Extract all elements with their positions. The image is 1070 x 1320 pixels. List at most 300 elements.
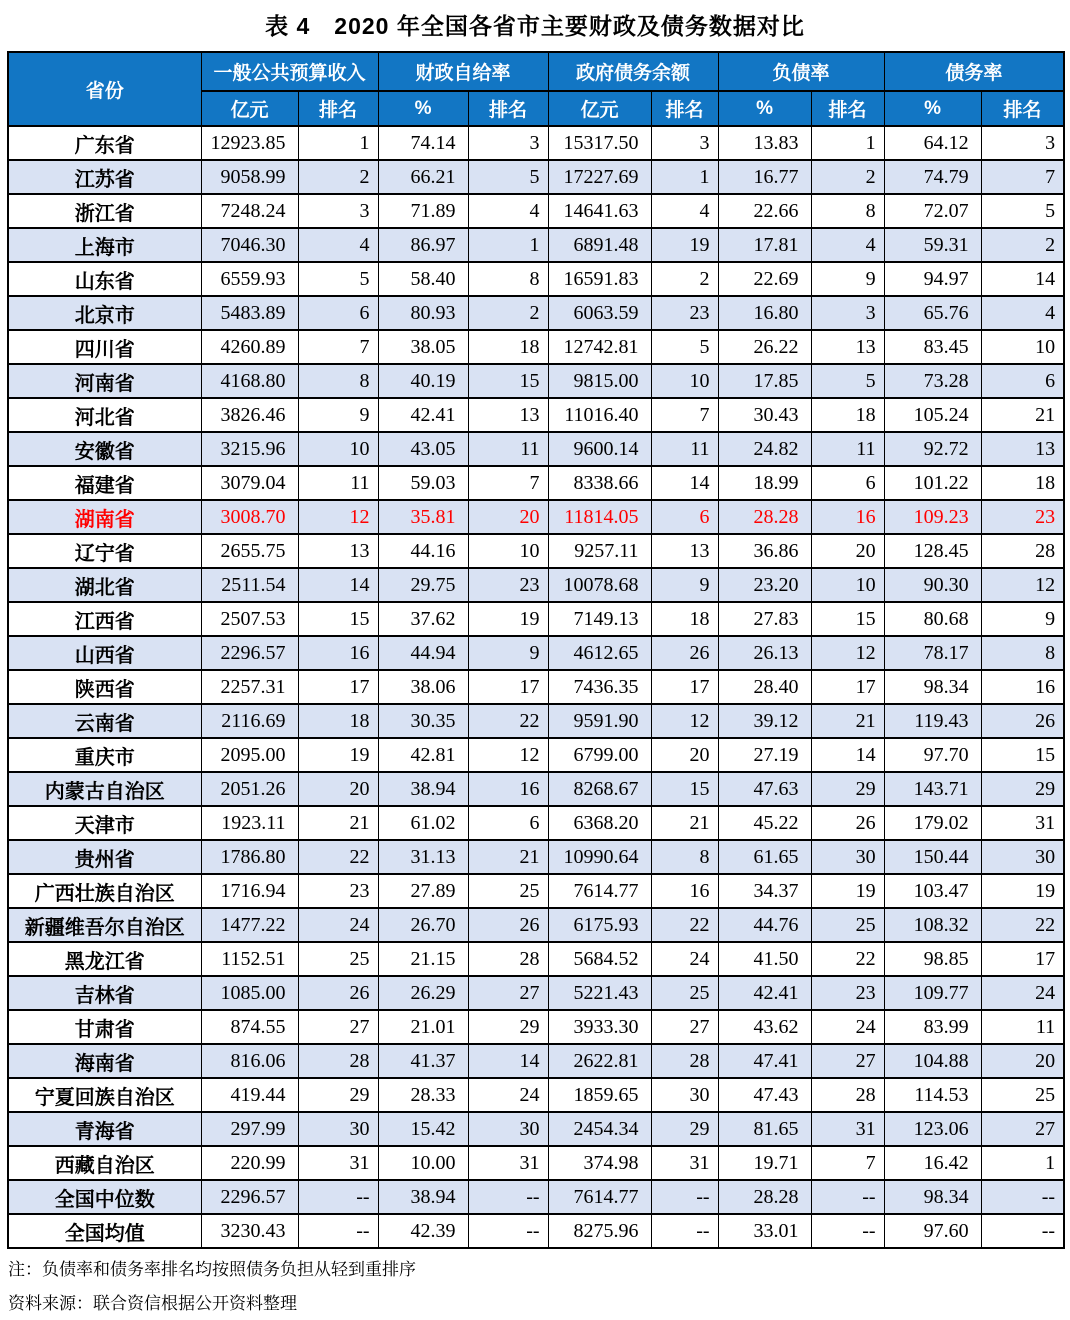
value-cell: 1152.51: [201, 942, 298, 976]
value-cell: 58.40: [378, 262, 468, 296]
value-cell: 74.79: [884, 160, 981, 194]
rank-cell: 23: [298, 874, 378, 908]
value-cell: 114.53: [884, 1078, 981, 1112]
value-cell: 18.99: [718, 466, 811, 500]
table-header: [8, 52, 1064, 126]
rank-cell: 6: [811, 466, 884, 500]
subheader-rank: 排名: [298, 91, 378, 126]
value-cell: 27.83: [718, 602, 811, 636]
rank-cell: 9: [298, 398, 378, 432]
rank-cell: 17: [468, 670, 548, 704]
province-cell: 广东省: [8, 126, 201, 160]
value-cell: 297.99: [201, 1112, 298, 1146]
value-cell: 17.81: [718, 228, 811, 262]
rank-cell: 10: [298, 432, 378, 466]
province-cell: 广西壮族自治区: [8, 874, 201, 908]
value-cell: 8338.66: [548, 466, 651, 500]
rank-cell: 10: [811, 568, 884, 602]
province-cell: 湖南省: [8, 500, 201, 534]
rank-cell: 3: [651, 126, 718, 160]
value-cell: 150.44: [884, 840, 981, 874]
value-cell: 16591.83: [548, 262, 651, 296]
value-cell: 5221.43: [548, 976, 651, 1010]
rank-cell: 20: [981, 1044, 1064, 1078]
table-row: [8, 840, 1064, 874]
value-cell: 47.63: [718, 772, 811, 806]
rank-cell: 17: [981, 942, 1064, 976]
table-row: [8, 262, 1064, 296]
rank-cell: --: [811, 1214, 884, 1248]
rank-cell: 23: [981, 500, 1064, 534]
table-row: [8, 1044, 1064, 1078]
rank-cell: 8: [651, 840, 718, 874]
value-cell: 40.19: [378, 364, 468, 398]
value-cell: 13.83: [718, 126, 811, 160]
province-cell: 上海市: [8, 228, 201, 262]
rank-cell: 17: [651, 670, 718, 704]
rank-cell: 9: [981, 602, 1064, 636]
rank-cell: 30: [811, 840, 884, 874]
value-cell: 43.05: [378, 432, 468, 466]
value-cell: 419.44: [201, 1078, 298, 1112]
rank-cell: 18: [468, 330, 548, 364]
value-cell: 34.37: [718, 874, 811, 908]
province-cell: 江苏省: [8, 160, 201, 194]
rank-cell: 24: [811, 1010, 884, 1044]
province-cell: 江西省: [8, 602, 201, 636]
rank-cell: 7: [981, 160, 1064, 194]
rank-cell: 2: [651, 262, 718, 296]
value-cell: 98.34: [884, 1180, 981, 1214]
subheader-rank: 排名: [811, 91, 884, 126]
value-cell: 4612.65: [548, 636, 651, 670]
rank-cell: 22: [981, 908, 1064, 942]
value-cell: 6368.20: [548, 806, 651, 840]
value-cell: 98.85: [884, 942, 981, 976]
rank-cell: 5: [468, 160, 548, 194]
rank-cell: 3: [981, 126, 1064, 160]
subheader-unit: 亿元: [548, 91, 651, 126]
table-row: [8, 704, 1064, 738]
rank-cell: 17: [811, 670, 884, 704]
rank-cell: 25: [651, 976, 718, 1010]
province-cell: 海南省: [8, 1044, 201, 1078]
rank-cell: 28: [298, 1044, 378, 1078]
value-cell: 44.76: [718, 908, 811, 942]
value-cell: 28.28: [718, 500, 811, 534]
subheader-percent: %: [718, 91, 811, 126]
rank-cell: 26: [981, 704, 1064, 738]
value-cell: 45.22: [718, 806, 811, 840]
province-cell: 山西省: [8, 636, 201, 670]
province-cell: 安徽省: [8, 432, 201, 466]
table-body: [8, 126, 1064, 1248]
rank-cell: 23: [651, 296, 718, 330]
rank-cell: 8: [468, 262, 548, 296]
rank-cell: 9: [468, 636, 548, 670]
header-group-liability-ratio: 负债率: [718, 52, 884, 91]
rank-cell: --: [298, 1214, 378, 1248]
value-cell: 42.81: [378, 738, 468, 772]
rank-cell: 13: [811, 330, 884, 364]
table-row: [8, 398, 1064, 432]
value-cell: 21.15: [378, 942, 468, 976]
value-cell: 8268.67: [548, 772, 651, 806]
rank-cell: 14: [468, 1044, 548, 1078]
rank-cell: 18: [981, 466, 1064, 500]
table-row: [8, 976, 1064, 1010]
rank-cell: 13: [298, 534, 378, 568]
value-cell: 6891.48: [548, 228, 651, 262]
value-cell: 2257.31: [201, 670, 298, 704]
value-cell: 43.62: [718, 1010, 811, 1044]
rank-cell: 8: [981, 636, 1064, 670]
value-cell: 14641.63: [548, 194, 651, 228]
value-cell: 7046.30: [201, 228, 298, 262]
value-cell: 2296.57: [201, 636, 298, 670]
value-cell: 17.85: [718, 364, 811, 398]
value-cell: 38.06: [378, 670, 468, 704]
value-cell: 30.35: [378, 704, 468, 738]
rank-cell: 29: [811, 772, 884, 806]
rank-cell: 9: [811, 262, 884, 296]
value-cell: 44.16: [378, 534, 468, 568]
value-cell: 104.88: [884, 1044, 981, 1078]
table-row: [8, 1214, 1064, 1248]
value-cell: 26.13: [718, 636, 811, 670]
table-title: 表 4 2020 年全国各省市主要财政及债务数据对比: [265, 13, 805, 39]
value-cell: 220.99: [201, 1146, 298, 1180]
value-cell: 3933.30: [548, 1010, 651, 1044]
value-cell: 19.71: [718, 1146, 811, 1180]
rank-cell: 2: [981, 228, 1064, 262]
table-row: [8, 874, 1064, 908]
table-row: [8, 1146, 1064, 1180]
value-cell: 9815.00: [548, 364, 651, 398]
rank-cell: --: [651, 1180, 718, 1214]
value-cell: 2051.26: [201, 772, 298, 806]
value-cell: 66.21: [378, 160, 468, 194]
rank-cell: 11: [811, 432, 884, 466]
rank-cell: 17: [298, 670, 378, 704]
rank-cell: 16: [298, 636, 378, 670]
rank-cell: 31: [468, 1146, 548, 1180]
rank-cell: 5: [981, 194, 1064, 228]
rank-cell: 12: [651, 704, 718, 738]
rank-cell: 31: [981, 806, 1064, 840]
value-cell: 2454.34: [548, 1112, 651, 1146]
rank-cell: 5: [298, 262, 378, 296]
province-cell: 浙江省: [8, 194, 201, 228]
value-cell: 23.20: [718, 568, 811, 602]
rank-cell: 10: [981, 330, 1064, 364]
province-cell: 宁夏回族自治区: [8, 1078, 201, 1112]
province-cell: 河北省: [8, 398, 201, 432]
value-cell: 9058.99: [201, 160, 298, 194]
value-cell: 98.34: [884, 670, 981, 704]
value-cell: 64.12: [884, 126, 981, 160]
rank-cell: 3: [468, 126, 548, 160]
value-cell: 16.77: [718, 160, 811, 194]
province-cell: 青海省: [8, 1112, 201, 1146]
rank-cell: 30: [298, 1112, 378, 1146]
rank-cell: 15: [298, 602, 378, 636]
table-row: [8, 296, 1064, 330]
province-cell: 四川省: [8, 330, 201, 364]
rank-cell: 14: [651, 466, 718, 500]
value-cell: 16.80: [718, 296, 811, 330]
value-cell: 11814.05: [548, 500, 651, 534]
province-cell: 陕西省: [8, 670, 201, 704]
rank-cell: 6: [468, 806, 548, 840]
rank-cell: 1: [651, 160, 718, 194]
value-cell: 10990.64: [548, 840, 651, 874]
rank-cell: 31: [811, 1112, 884, 1146]
value-cell: 47.41: [718, 1044, 811, 1078]
value-cell: 35.81: [378, 500, 468, 534]
value-cell: 4260.89: [201, 330, 298, 364]
value-cell: 2095.00: [201, 738, 298, 772]
rank-cell: 11: [651, 432, 718, 466]
value-cell: 61.65: [718, 840, 811, 874]
value-cell: 105.24: [884, 398, 981, 432]
rank-cell: 25: [468, 874, 548, 908]
value-cell: 6799.00: [548, 738, 651, 772]
value-cell: 30.43: [718, 398, 811, 432]
rank-cell: 5: [811, 364, 884, 398]
province-cell: 内蒙古自治区: [8, 772, 201, 806]
rank-cell: 4: [981, 296, 1064, 330]
rank-cell: 24: [981, 976, 1064, 1010]
value-cell: 1923.11: [201, 806, 298, 840]
value-cell: 65.76: [884, 296, 981, 330]
footnotes: [8, 1255, 1070, 1314]
rank-cell: 31: [651, 1146, 718, 1180]
value-cell: 12923.85: [201, 126, 298, 160]
rank-cell: 21: [298, 806, 378, 840]
value-cell: 47.43: [718, 1078, 811, 1112]
rank-cell: --: [981, 1214, 1064, 1248]
value-cell: 42.41: [378, 398, 468, 432]
rank-cell: 27: [811, 1044, 884, 1078]
value-cell: 21.01: [378, 1010, 468, 1044]
value-cell: 81.65: [718, 1112, 811, 1146]
header-group-self-sufficiency: 财政自给率: [378, 52, 548, 91]
table-row: [8, 126, 1064, 160]
rank-cell: 29: [468, 1010, 548, 1044]
rank-cell: 30: [468, 1112, 548, 1146]
value-cell: 80.93: [378, 296, 468, 330]
rank-cell: 23: [811, 976, 884, 1010]
rank-cell: 20: [468, 500, 548, 534]
value-cell: 97.60: [884, 1214, 981, 1248]
value-cell: 3008.70: [201, 500, 298, 534]
value-cell: 2655.75: [201, 534, 298, 568]
rank-cell: 15: [468, 364, 548, 398]
rank-cell: 27: [651, 1010, 718, 1044]
value-cell: 38.05: [378, 330, 468, 364]
rank-cell: 2: [298, 160, 378, 194]
rank-cell: 28: [468, 942, 548, 976]
rank-cell: 5: [651, 330, 718, 364]
table-row: [8, 160, 1064, 194]
value-cell: 374.98: [548, 1146, 651, 1180]
rank-cell: 26: [811, 806, 884, 840]
rank-cell: --: [651, 1214, 718, 1248]
rank-cell: 10: [468, 534, 548, 568]
province-cell: 全国中位数: [8, 1180, 201, 1214]
rank-cell: 3: [811, 296, 884, 330]
value-cell: 12742.81: [548, 330, 651, 364]
fiscal-debt-table: [7, 51, 1065, 1249]
rank-cell: 6: [651, 500, 718, 534]
province-cell: 山东省: [8, 262, 201, 296]
value-cell: 7614.77: [548, 874, 651, 908]
rank-cell: 7: [651, 398, 718, 432]
rank-cell: 23: [468, 568, 548, 602]
rank-cell: 4: [651, 194, 718, 228]
value-cell: 2296.57: [201, 1180, 298, 1214]
value-cell: 26.29: [378, 976, 468, 1010]
value-cell: 36.86: [718, 534, 811, 568]
value-cell: 2116.69: [201, 704, 298, 738]
value-cell: 10078.68: [548, 568, 651, 602]
rank-cell: 3: [298, 194, 378, 228]
rank-cell: 9: [651, 568, 718, 602]
rank-cell: 18: [811, 398, 884, 432]
rank-cell: 28: [811, 1078, 884, 1112]
value-cell: 3826.46: [201, 398, 298, 432]
rank-cell: 13: [468, 398, 548, 432]
value-cell: 86.97: [378, 228, 468, 262]
rank-cell: 16: [651, 874, 718, 908]
value-cell: 2622.81: [548, 1044, 651, 1078]
table-row: [8, 466, 1064, 500]
rank-cell: 21: [811, 704, 884, 738]
rank-cell: 10: [651, 364, 718, 398]
table-row: [8, 500, 1064, 534]
table-row: [8, 1112, 1064, 1146]
province-cell: 西藏自治区: [8, 1146, 201, 1180]
rank-cell: 19: [298, 738, 378, 772]
value-cell: 29.75: [378, 568, 468, 602]
value-cell: 1716.94: [201, 874, 298, 908]
province-cell: 黑龙江省: [8, 942, 201, 976]
value-cell: 15317.50: [548, 126, 651, 160]
table-row: [8, 194, 1064, 228]
rank-cell: 12: [811, 636, 884, 670]
rank-cell: 14: [981, 262, 1064, 296]
table-row: [8, 1010, 1064, 1044]
rank-cell: 24: [468, 1078, 548, 1112]
rank-cell: 30: [981, 840, 1064, 874]
value-cell: 42.41: [718, 976, 811, 1010]
value-cell: 7248.24: [201, 194, 298, 228]
value-cell: 123.06: [884, 1112, 981, 1146]
header-group-debt-ratio: 债务率: [884, 52, 1064, 91]
table-row: [8, 1078, 1064, 1112]
value-cell: 109.77: [884, 976, 981, 1010]
value-cell: 1859.65: [548, 1078, 651, 1112]
rank-cell: 20: [811, 534, 884, 568]
subheader-rank: 排名: [468, 91, 548, 126]
value-cell: 7436.35: [548, 670, 651, 704]
value-cell: 80.68: [884, 602, 981, 636]
subheader-percent: %: [378, 91, 468, 126]
rank-cell: 16: [981, 670, 1064, 704]
rank-cell: 29: [981, 772, 1064, 806]
value-cell: 59.31: [884, 228, 981, 262]
table-row: [8, 738, 1064, 772]
value-cell: 9600.14: [548, 432, 651, 466]
value-cell: 38.94: [378, 1180, 468, 1214]
value-cell: 1085.00: [201, 976, 298, 1010]
rank-cell: 16: [811, 500, 884, 534]
rank-cell: 2: [811, 160, 884, 194]
value-cell: 6175.93: [548, 908, 651, 942]
value-cell: 103.47: [884, 874, 981, 908]
value-cell: 3215.96: [201, 432, 298, 466]
value-cell: 74.14: [378, 126, 468, 160]
table-row: [8, 228, 1064, 262]
province-cell: 吉林省: [8, 976, 201, 1010]
rank-cell: 19: [468, 602, 548, 636]
value-cell: 179.02: [884, 806, 981, 840]
rank-cell: 31: [298, 1146, 378, 1180]
table-row: [8, 942, 1064, 976]
rank-cell: 29: [651, 1112, 718, 1146]
value-cell: 42.39: [378, 1214, 468, 1248]
value-cell: 128.45: [884, 534, 981, 568]
rank-cell: 13: [981, 432, 1064, 466]
value-cell: 17227.69: [548, 160, 651, 194]
value-cell: 6559.93: [201, 262, 298, 296]
rank-cell: 12: [468, 738, 548, 772]
rank-cell: 25: [298, 942, 378, 976]
value-cell: 22.66: [718, 194, 811, 228]
rank-cell: 27: [468, 976, 548, 1010]
rank-cell: 22: [651, 908, 718, 942]
rank-cell: 26: [298, 976, 378, 1010]
rank-cell: 7: [298, 330, 378, 364]
value-cell: 4168.80: [201, 364, 298, 398]
rank-cell: 13: [651, 534, 718, 568]
rank-cell: --: [468, 1214, 548, 1248]
rank-cell: 4: [298, 228, 378, 262]
rank-cell: --: [811, 1180, 884, 1214]
rank-cell: 15: [811, 602, 884, 636]
rank-cell: 15: [981, 738, 1064, 772]
value-cell: 6063.59: [548, 296, 651, 330]
note-line: 资料来源：联合资信根据公开资料整理: [8, 1294, 297, 1313]
province-cell: 全国均值: [8, 1214, 201, 1248]
table-row: [8, 330, 1064, 364]
table-row: [8, 364, 1064, 398]
rank-cell: 1: [811, 126, 884, 160]
rank-cell: 11: [298, 466, 378, 500]
rank-cell: 26: [468, 908, 548, 942]
value-cell: 83.45: [884, 330, 981, 364]
rank-cell: 6: [298, 296, 378, 330]
rank-cell: 11: [468, 432, 548, 466]
value-cell: 9591.90: [548, 704, 651, 738]
subheader-unit: 亿元: [201, 91, 298, 126]
rank-cell: 15: [651, 772, 718, 806]
value-cell: 61.02: [378, 806, 468, 840]
value-cell: 7614.77: [548, 1180, 651, 1214]
province-cell: 新疆维吾尔自治区: [8, 908, 201, 942]
value-cell: 108.32: [884, 908, 981, 942]
